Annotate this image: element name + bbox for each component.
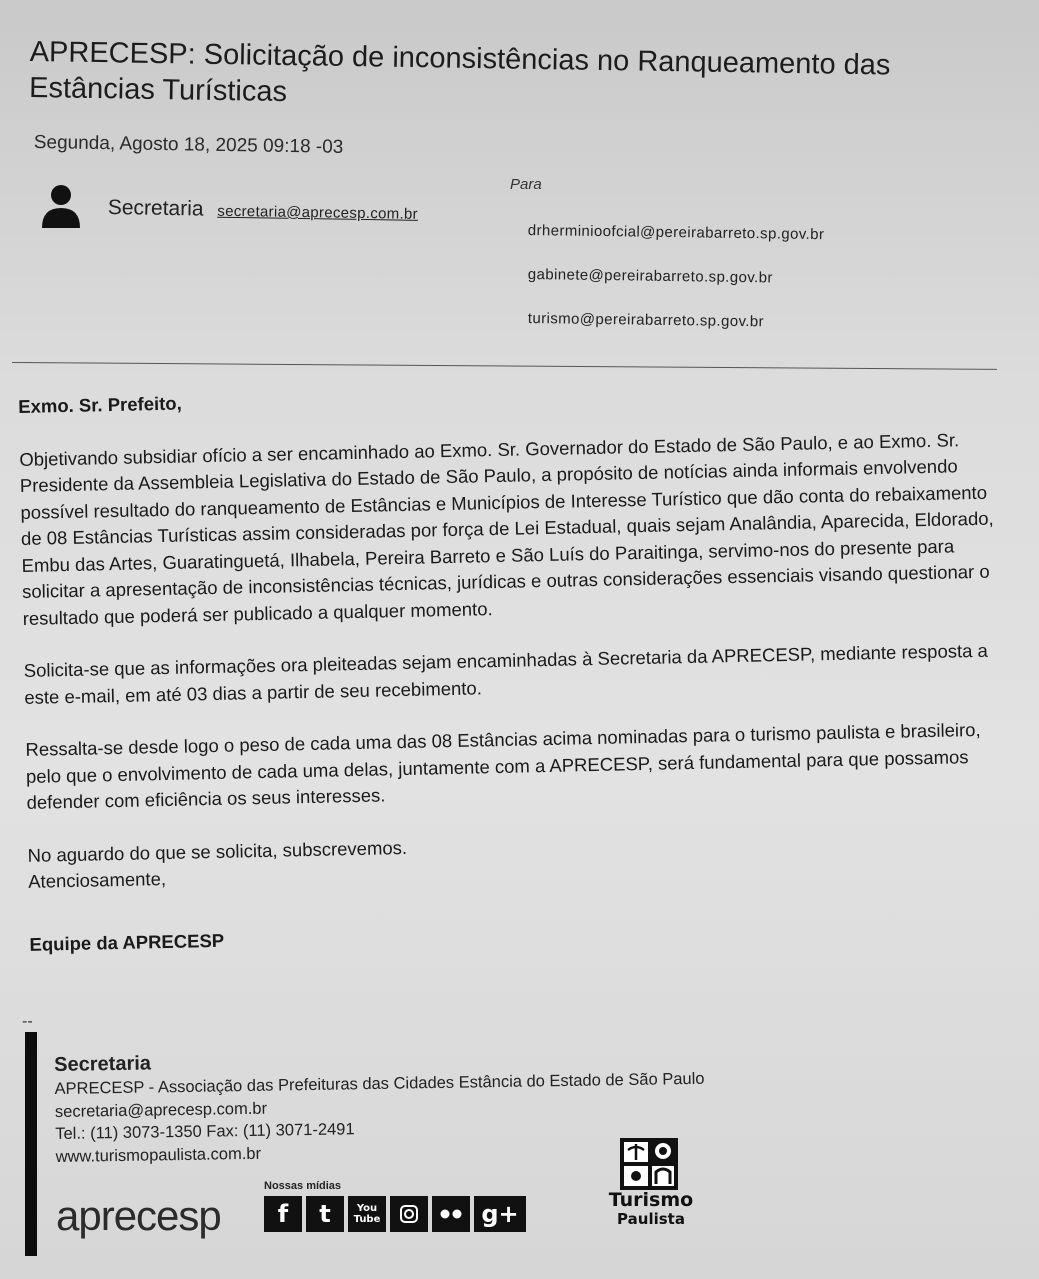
social-label: Nossas mídias bbox=[264, 1180, 342, 1192]
turismo-paulista-logo-icon bbox=[620, 1138, 678, 1190]
signature-block bbox=[54, 1042, 706, 1168]
recipient-email[interactable]: gabinete@pereirabarreto.sp.gov.br bbox=[527, 265, 773, 287]
instagram-icon[interactable] bbox=[390, 1196, 428, 1232]
recipient-email[interactable]: drherminioofcial@pereirabarreto.sp.gov.br bbox=[527, 221, 825, 244]
team-name: Equipe da APRECESP bbox=[29, 929, 225, 955]
signature-phones: Tel.: (11) 3073-1350 Fax: (11) 3071-2491 bbox=[55, 1120, 355, 1143]
signature-email-link[interactable]: secretaria@aprecesp.com.br bbox=[54, 1099, 268, 1121]
body-paragraph: Objetivando subsidiar ofício a ser encaminhado ao Exmo. Sr. Governador do Estado de São Paulo, e ao Exmo. Sr. Presidente da Assembleia Legislativa do Estado de São Paulo, a propósito de notícias ainda informais envolvendo possível resultado do ranqueamento de Estâncias e Municípios de Interesse Turístico que dão conta do rebaixamento de 08 Estâncias Turísticas assim consideradas por força de Lei Estadual, quais sejam Analândia, Aparecida, Eldorado, Embu das Artes, Guaratinguetá, Ilhabela, Pereira Barreto e São Luís do Paraitinga, servimo-nos do presente para solicitar a apresentação de inconsistências técnicas, jurídicas e outras considerações essenciais visando questionar o resultado que poderá ser publicado a qualquer momento. bbox=[19, 428, 994, 629]
facebook-icon[interactable]: f bbox=[264, 1196, 302, 1232]
signature-org: APRECESP - Associação das Prefeituras das Cidades Estância do Estado de São Paulo bbox=[54, 1069, 705, 1098]
body-paragraph: Solicita-se que as informações ora pleiteadas sejam encaminhadas à Secretaria da APRECESP, mediante resposta a este e-mail, em até 03 dias a partir de seu recebimento. bbox=[23, 639, 989, 708]
closing-line: No aguardo do que se solicita, subscrevemos. bbox=[27, 836, 408, 866]
email-body bbox=[18, 373, 1015, 983]
aprecesp-logo: aprecesp bbox=[56, 1192, 221, 1239]
google-plus-icon[interactable]: g+ bbox=[474, 1196, 526, 1232]
twitter-icon[interactable]: t bbox=[306, 1196, 344, 1232]
email-date: Segunda, Agosto 18, 2025 09:18 -03 bbox=[33, 132, 344, 158]
closing-line: Atenciosamente, bbox=[27, 868, 167, 892]
sender bbox=[108, 196, 419, 225]
youtube-icon[interactable]: You Tube bbox=[348, 1196, 386, 1232]
signature-separator: -- bbox=[22, 1013, 33, 1030]
closing bbox=[27, 822, 1013, 896]
person-icon bbox=[40, 184, 82, 228]
social-icons bbox=[264, 1196, 526, 1232]
recipient-email[interactable]: turismo@pereirabarreto.sp.gov.br bbox=[527, 309, 765, 331]
header-divider bbox=[12, 362, 997, 370]
flickr-icon[interactable] bbox=[432, 1196, 470, 1232]
email-subject: APRECESP: Solicitação de inconsistências no Ranqueamento das Estâncias Turísticas bbox=[28, 35, 891, 109]
signature-website-link[interactable]: www.turismopaulista.com.br bbox=[55, 1144, 262, 1166]
turismo-text: Turismo bbox=[608, 1189, 694, 1211]
greeting: Exmo. Sr. Prefeito, bbox=[18, 392, 182, 417]
signature-bar bbox=[25, 1032, 37, 1256]
turismo-paulista-logo bbox=[608, 1190, 694, 1228]
sender-email-link[interactable]: secretaria@aprecesp.com.br bbox=[217, 202, 419, 223]
paulista-text: Paulista bbox=[617, 1210, 685, 1228]
sender-name: Secretaria bbox=[107, 196, 204, 221]
recipient-list bbox=[528, 220, 824, 352]
to-label: Para bbox=[510, 176, 542, 193]
body-paragraph: Ressalta-se desde logo o peso de cada uma das 08 Estâncias acima nominadas para o turismo paulista e brasileiro, pelo que o envolvimento de cada uma delas, juntamente com a APRECESP, será fundamental para que possamos defender com eficiência os seus interesses. bbox=[25, 718, 981, 813]
signature-title: Secretaria bbox=[54, 1052, 152, 1076]
